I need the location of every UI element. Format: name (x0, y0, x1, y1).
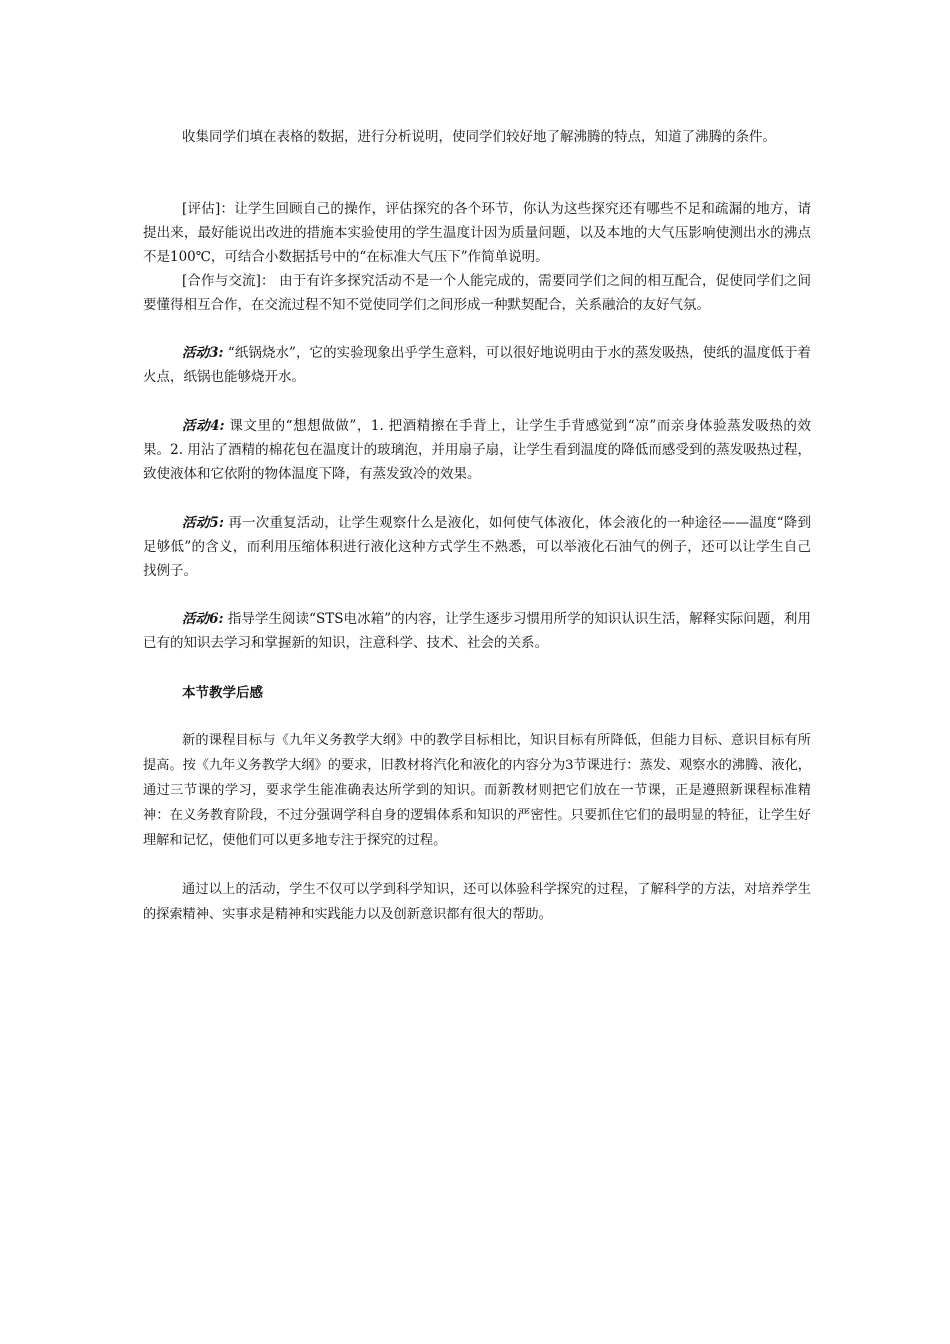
activity-3-label: 活动3: (182, 345, 224, 361)
paragraph-reflection-1: 新的课程目标与《九年义务教学大纲》中的教学目标相比，知识目标有所降低，但能力目标、意识目标有所提高。按《九年义务教学大纲》的要求，旧教材将汽化和液化的内容分为3节课进行：蒸发、观察水的沸腾、液化，通过三节课的学习，要求学生能准确表达所学到的知识。而新教材则把它们放在一节课，正是遵照新课程标准精神：在义务教育阶段，不过分强调学科自身的逻辑体系和知识的严密性。只要抓住它们的最明显的特征，让学生好理解和记忆，使他们可以更多地专注于探究的过程。 (143, 733, 811, 848)
paragraph-activity-6 (143, 607, 811, 655)
paragraph-activity-5 (143, 511, 811, 583)
activity-5-text: 再一次重复活动，让学生观察什么是液化，如何使气体液化，体会液化的一种途径——温度“降到足够低”的含义，而利用压缩体积进行液化这种方式学生不熟悉，可以举液化石油气的例子，还可以让学生自己找例子。 (143, 515, 811, 579)
activity-5-label: 活动5: (182, 515, 224, 531)
activity-4-label: 活动4: (182, 418, 225, 434)
activity-4-text: 课文里的“想想做做”，1. 把酒精擦在手背上，让学生手背感觉到“凉”而亲身体验蒸发吸热的效果。2. 用沾了酒精的棉花包在温度计的玻璃泡，并用扇子扇，让学生看到温度的降低而感受到的蒸发吸热过程，致使液体和它依附的物体温度下降，有蒸发致冷的效果。 (143, 418, 811, 482)
paragraph-activity-3 (143, 341, 811, 389)
activity-6-text: 指导学生阅读“STS电冰箱”的内容，让学生逐步习惯用所学的知识认识生活，解释实际问题，利用已有的知识去学习和掌握新的知识，注意科学、技术、社会的关系。 (143, 611, 811, 651)
section-heading: 本节教学后感 (182, 685, 263, 701)
paragraph-reflection-2: 通过以上的活动，学生不仅可以学到科学知识，还可以体验科学探究的过程，了解科学的方法，对培养学生的探索精神、实事求是精神和实践能力以及创新意识都有很大的帮助。 (143, 882, 811, 922)
paragraph-cooperation: [合作与交流]： 由于有许多探究活动不是一个人能完成的，需要同学们之间的相互配合，促使同学们之间要懂得相互合作，在交流过程不知不觉使同学们之间形成一种默契配合，关系融洽的友好气氛。 (143, 273, 811, 313)
paragraph-evaluation: [评估]：让学生回顾自己的操作，评估探究的各个环节，你认为这些探究还有哪些不足和疏漏的地方，请提出来，最好能说出改进的措施本实验使用的学生温度计因为质量问题，以及本地的大气压影响使测出水的沸点不是100℃，可结合小数据括号中的“在标准大气压下”作简单说明。 (143, 201, 811, 265)
paragraph-activity-4 (143, 414, 811, 486)
activity-3-text: “纸锅烧水”，它的实验现象出乎学生意料，可以很好地说明由于水的蒸发吸热，使纸的温度低于着火点，纸锅也能够烧开水。 (143, 345, 811, 385)
paragraph-data-analysis: 收集同学们填在表格的数据，进行分析说明，使同学们较好地了解沸腾的特点，知道了沸腾的条件。 (182, 129, 776, 145)
activity-6-label: 活动6: (182, 611, 224, 627)
